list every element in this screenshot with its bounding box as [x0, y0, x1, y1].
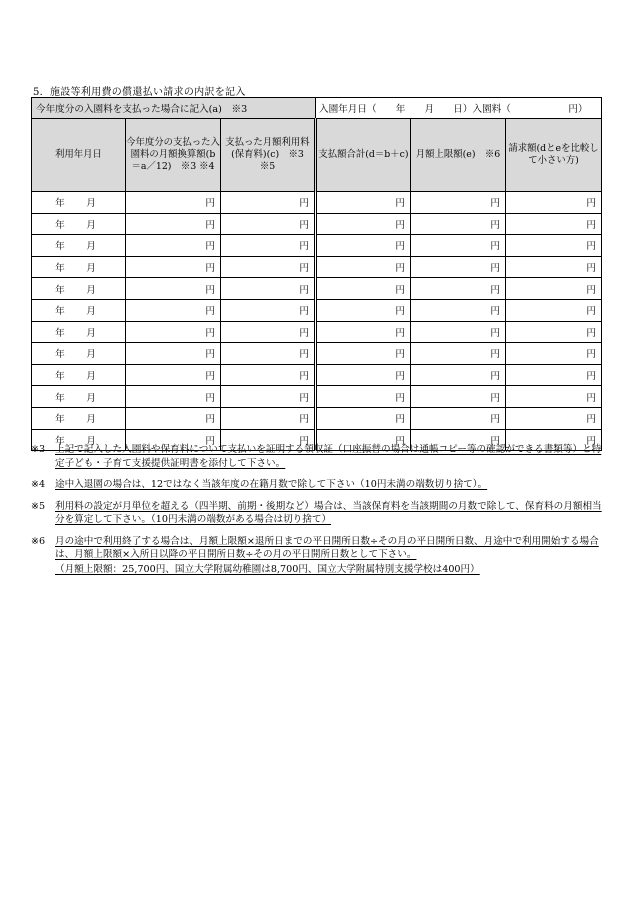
- total-paid-cell[interactable]: 円: [316, 321, 411, 343]
- monthly-enrollment-fee-cell[interactable]: 円: [126, 429, 221, 451]
- note-5-mark: ※5: [31, 500, 46, 512]
- monthly-enrollment-fee-cell[interactable]: 円: [126, 407, 221, 429]
- monthly-usage-fee-cell[interactable]: 円: [221, 256, 316, 278]
- total-paid-cell[interactable]: 円: [316, 429, 411, 451]
- header-usage-date: 利用年月日: [32, 119, 126, 192]
- claim-amount-cell[interactable]: 円: [506, 213, 602, 235]
- table-row: [32, 407, 602, 429]
- section-title: 5．施設等利用費の償還払い請求の内訳を記入: [33, 87, 246, 98]
- monthly-cap-cell[interactable]: 円: [411, 192, 506, 214]
- table-row: [32, 364, 602, 386]
- monthly-enrollment-fee-cell[interactable]: 円: [126, 386, 221, 408]
- notes-section: [31, 443, 603, 584]
- monthly-usage-fee-cell[interactable]: 円: [221, 213, 316, 235]
- claim-amount-cell[interactable]: 円: [506, 235, 602, 257]
- monthly-usage-fee-cell[interactable]: 円: [221, 386, 316, 408]
- monthly-cap-cell[interactable]: 円: [411, 213, 506, 235]
- monthly-enrollment-fee-cell[interactable]: 円: [126, 235, 221, 257]
- usage-date-cell[interactable]: 年 月: [32, 213, 126, 235]
- claim-amount-cell[interactable]: 円: [506, 278, 602, 300]
- usage-date-cell[interactable]: 年 月: [32, 235, 126, 257]
- monthly-cap-cell[interactable]: 円: [411, 278, 506, 300]
- monthly-cap-cell[interactable]: 円: [411, 256, 506, 278]
- total-paid-cell[interactable]: 円: [316, 343, 411, 365]
- usage-date-cell[interactable]: 年 月: [32, 407, 126, 429]
- monthly-cap-cell[interactable]: 円: [411, 343, 506, 365]
- monthly-enrollment-fee-cell[interactable]: 円: [126, 278, 221, 300]
- claim-amount-cell[interactable]: 円: [506, 299, 602, 321]
- monthly-enrollment-fee-cell[interactable]: 円: [126, 213, 221, 235]
- note-3-mark: ※3: [31, 444, 46, 455]
- total-paid-cell[interactable]: 円: [316, 407, 411, 429]
- note-6: [31, 535, 603, 577]
- table-row: [32, 343, 602, 365]
- monthly-usage-fee-cell[interactable]: 円: [221, 235, 316, 257]
- header-monthly-usage-fee: 支払った月額利用料(保育料)(c) ※3 ※5: [221, 119, 316, 192]
- monthly-enrollment-fee-cell[interactable]: 円: [126, 299, 221, 321]
- usage-date-cell[interactable]: 年 月: [32, 278, 126, 300]
- claim-amount-cell[interactable]: 円: [506, 321, 602, 343]
- claim-amount-cell[interactable]: 円: [506, 386, 602, 408]
- header-claim-amount: 請求額(dとeを比較して小さい方): [506, 119, 602, 192]
- table-row: [32, 192, 602, 214]
- note-6-text: 月の途中で利用終了する場合は、月額上限額×退所日までの平日開所日数÷その月の平日開所日数、月途中で利用開始する場合は、月額上限額×入所日以降の平日開所日数÷その月の平日開所日数として下さい。: [55, 535, 599, 560]
- usage-date-cell[interactable]: 年 月: [32, 386, 126, 408]
- monthly-cap-cell[interactable]: 円: [411, 407, 506, 429]
- claim-amount-cell[interactable]: 円: [506, 407, 602, 429]
- total-paid-cell[interactable]: 円: [316, 256, 411, 278]
- monthly-enrollment-fee-cell[interactable]: 円: [126, 256, 221, 278]
- header-monthly-cap: 月額上限額(e) ※6: [411, 119, 506, 192]
- note-6-cap-amounts: （月額上限額：25,700円、国立大学附属幼稚園は8,700円、国立大学附属特別支援学校は400円）: [55, 563, 480, 575]
- monthly-usage-fee-cell[interactable]: 円: [221, 429, 316, 451]
- total-paid-cell[interactable]: 円: [316, 235, 411, 257]
- usage-date-cell[interactable]: 年 月: [32, 321, 126, 343]
- table-row: [32, 235, 602, 257]
- monthly-usage-fee-cell[interactable]: 円: [221, 321, 316, 343]
- table-row: [32, 386, 602, 408]
- table-body: [32, 192, 602, 451]
- table-row: [32, 299, 602, 321]
- table-row: [32, 321, 602, 343]
- total-paid-cell[interactable]: 円: [316, 213, 411, 235]
- enrollment-fee-label: 今年度分の入園料を支払った場合に記入(a) ※3: [32, 98, 316, 119]
- claim-amount-cell[interactable]: 円: [506, 192, 602, 214]
- note-4-mark: ※4: [31, 479, 46, 490]
- total-paid-cell[interactable]: 円: [316, 278, 411, 300]
- note-5-text: 利用料の設定が月単位を超える（四半期、前期・後期など）場合は、当該保育料を当該期間の月数で除して、保育料の月額相当分を算定して下さい。（10円未満の端数がある場合は切り捨て）: [55, 500, 602, 525]
- monthly-enrollment-fee-cell[interactable]: 円: [126, 192, 221, 214]
- table-row: [32, 278, 602, 300]
- monthly-usage-fee-cell[interactable]: 円: [221, 278, 316, 300]
- monthly-cap-cell[interactable]: 円: [411, 299, 506, 321]
- monthly-cap-cell[interactable]: 円: [411, 321, 506, 343]
- usage-date-cell[interactable]: 年 月: [32, 429, 126, 451]
- total-paid-cell[interactable]: 円: [316, 299, 411, 321]
- note-4: [31, 478, 603, 492]
- note-4-text: 途中入退園の場合は、12ではなく当該年度の在籍月数で除して下さい（10円未満の端数切り捨て）。: [55, 479, 488, 490]
- note-6-body: [55, 535, 603, 577]
- monthly-cap-cell[interactable]: 円: [411, 429, 506, 451]
- enrollment-date-fee-field[interactable]: 入園年月日（ 年 月 日）入園料（ 円）: [316, 98, 602, 119]
- usage-date-cell[interactable]: 年 月: [32, 343, 126, 365]
- note-3: [31, 443, 603, 470]
- monthly-cap-cell[interactable]: 円: [411, 235, 506, 257]
- usage-date-cell[interactable]: 年 月: [32, 299, 126, 321]
- usage-date-cell[interactable]: 年 月: [32, 364, 126, 386]
- table-row: [32, 213, 602, 235]
- total-paid-cell[interactable]: 円: [316, 192, 411, 214]
- note-6-mark: ※6: [31, 535, 46, 547]
- enrollment-fee-row: [32, 98, 602, 119]
- monthly-cap-cell[interactable]: 円: [411, 364, 506, 386]
- header-monthly-enrollment-fee: 今年度分の支払った入園料の月額換算額(b＝a／12) ※3 ※4: [126, 119, 221, 192]
- monthly-enrollment-fee-cell[interactable]: 円: [126, 321, 221, 343]
- monthly-usage-fee-cell[interactable]: 円: [221, 299, 316, 321]
- total-paid-cell[interactable]: 円: [316, 386, 411, 408]
- monthly-enrollment-fee-cell[interactable]: 円: [126, 343, 221, 365]
- table-row: [32, 256, 602, 278]
- monthly-enrollment-fee-cell[interactable]: 円: [126, 364, 221, 386]
- monthly-cap-cell[interactable]: 円: [411, 386, 506, 408]
- claim-amount-cell[interactable]: 円: [506, 429, 602, 451]
- monthly-usage-fee-cell[interactable]: 円: [221, 364, 316, 386]
- total-paid-cell[interactable]: 円: [316, 364, 411, 386]
- monthly-usage-fee-cell[interactable]: 円: [221, 343, 316, 365]
- monthly-usage-fee-cell[interactable]: 円: [221, 407, 316, 429]
- note-5: [31, 500, 603, 527]
- claim-amount-cell[interactable]: 円: [506, 256, 602, 278]
- note-3-text: 上記で記入した入園料や保育料について支払いを証明する領収証（口座振替の場合は通帳コピー等の確認ができる書類等）と特定子ども・子育て支援提供証明書を添付して下さい。: [55, 444, 602, 469]
- usage-fee-table: [31, 97, 602, 451]
- usage-date-cell[interactable]: 年 月: [32, 256, 126, 278]
- claim-amount-cell[interactable]: 円: [506, 364, 602, 386]
- usage-date-cell[interactable]: 年 月: [32, 192, 126, 214]
- table-header-row: [32, 119, 602, 192]
- claim-amount-cell[interactable]: 円: [506, 343, 602, 365]
- monthly-usage-fee-cell[interactable]: 円: [221, 192, 316, 214]
- header-total-paid: 支払額合計(d＝b＋c): [316, 119, 411, 192]
